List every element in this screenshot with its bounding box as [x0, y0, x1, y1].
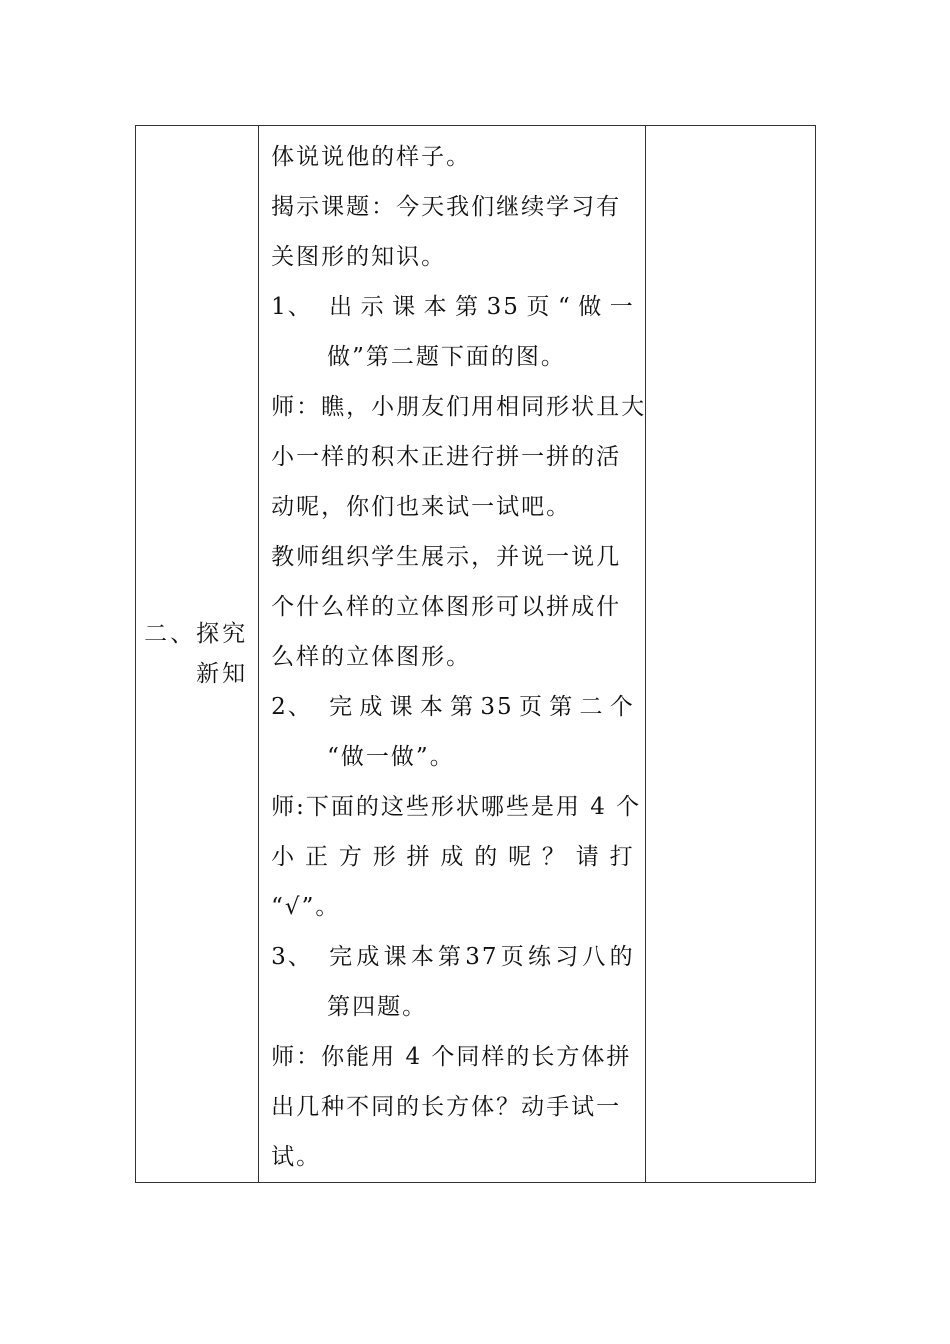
text-token: 课 — [392, 294, 418, 320]
teacher-line-1c: 动呢，你们也来试一试吧。 — [271, 494, 572, 520]
item-1-text — [329, 282, 635, 332]
item-3-number: 3、 — [271, 944, 313, 970]
text-token: 第 — [450, 694, 476, 720]
text-token: 成 — [359, 694, 385, 720]
item-3-text — [329, 932, 635, 982]
teacher-line-2a: 师:下面的这些形状哪些是用 4 个 — [271, 794, 642, 820]
item-2-continuation: “做一做”。 — [327, 744, 455, 770]
text-token: 第 — [438, 944, 464, 970]
text-token: 呢 — [508, 844, 534, 870]
text-token: 一 — [609, 294, 635, 320]
text-token: 示 — [360, 294, 386, 320]
teacher-line-2c: “√”。 — [271, 894, 341, 920]
teacher-line-2b — [271, 832, 635, 882]
text-token: 第 — [455, 294, 481, 320]
text-token: 形 — [372, 844, 398, 870]
organize-line-3: 么样的立体图形。 — [271, 644, 472, 670]
text-token: 完 — [329, 694, 355, 720]
text-token: 35 — [480, 694, 514, 720]
text-token: 练 — [527, 944, 553, 970]
content-cell — [259, 126, 646, 1183]
teacher-line-3c: 试。 — [271, 1144, 322, 1170]
teacher-line-3a: 师：你能用 4 个同样的长方体拼 — [271, 1044, 632, 1070]
teacher-line-1b: 小一样的积木正进行拼一拼的活 — [271, 444, 622, 470]
text-token: 出 — [329, 294, 355, 320]
teacher-line-1a: 师：瞧，小朋友们用相同形状且大 — [271, 394, 647, 420]
lesson-plan-table — [135, 125, 816, 1183]
text-token: “ — [557, 294, 572, 320]
text-token: 小 — [271, 844, 297, 870]
item-1-continuation: 做”第二题下面的图。 — [327, 344, 566, 370]
text-token: 本 — [410, 944, 436, 970]
text-token: 拼 — [406, 844, 432, 870]
organize-line-2: 个什么样的立体图形可以拼成什 — [271, 594, 622, 620]
teacher-line-3b: 出几种不同的长方体？动手试一 — [271, 1094, 622, 1120]
text-token: 课 — [383, 944, 409, 970]
text-token: 37 — [465, 944, 499, 970]
text-token: 页 — [526, 294, 552, 320]
text-token: 完 — [329, 944, 355, 970]
stage-label-line1: 二、探究 — [144, 621, 249, 647]
item-2-number: 2、 — [271, 694, 313, 720]
text-token: 八 — [582, 944, 608, 970]
text-token: 的 — [609, 944, 635, 970]
item-3 — [271, 932, 635, 982]
text-token: 页 — [500, 944, 526, 970]
topic-line-2: 关图形的知识。 — [271, 244, 447, 270]
text-token: 第 — [549, 694, 575, 720]
text-token: ？ — [541, 844, 567, 870]
intro-line: 体说说他的样子。 — [271, 144, 472, 170]
text-token: 习 — [555, 944, 581, 970]
organize-line-1: 教师组织学生展示，并说一说几 — [271, 544, 622, 570]
text-token: 打 — [609, 844, 635, 870]
text-token: 做 — [578, 294, 604, 320]
text-token: 页 — [518, 694, 544, 720]
text-token: 二 — [579, 694, 605, 720]
text-token: 的 — [474, 844, 500, 870]
text-token: 方 — [338, 844, 364, 870]
text-token: 本 — [423, 294, 449, 320]
text-token: 本 — [419, 694, 445, 720]
text-token: 正 — [305, 844, 331, 870]
text-token: 35 — [486, 294, 520, 320]
text-token: 请 — [575, 844, 601, 870]
stage-cell — [136, 126, 259, 1183]
item-1 — [271, 282, 635, 332]
item-1-number: 1、 — [271, 294, 313, 320]
text-token: 成 — [440, 844, 466, 870]
table-row — [136, 126, 816, 1183]
item-2-text — [329, 682, 635, 732]
topic-line-1: 揭示课题：今天我们继续学习有 — [271, 194, 622, 220]
notes-cell — [645, 126, 815, 1183]
text-token: 课 — [389, 694, 415, 720]
text-token: 成 — [356, 944, 382, 970]
stage-label-line2: 新知 — [196, 661, 249, 687]
text-token: 个 — [609, 694, 635, 720]
item-3-continuation: 第四题。 — [327, 994, 428, 1020]
item-2 — [271, 682, 635, 732]
